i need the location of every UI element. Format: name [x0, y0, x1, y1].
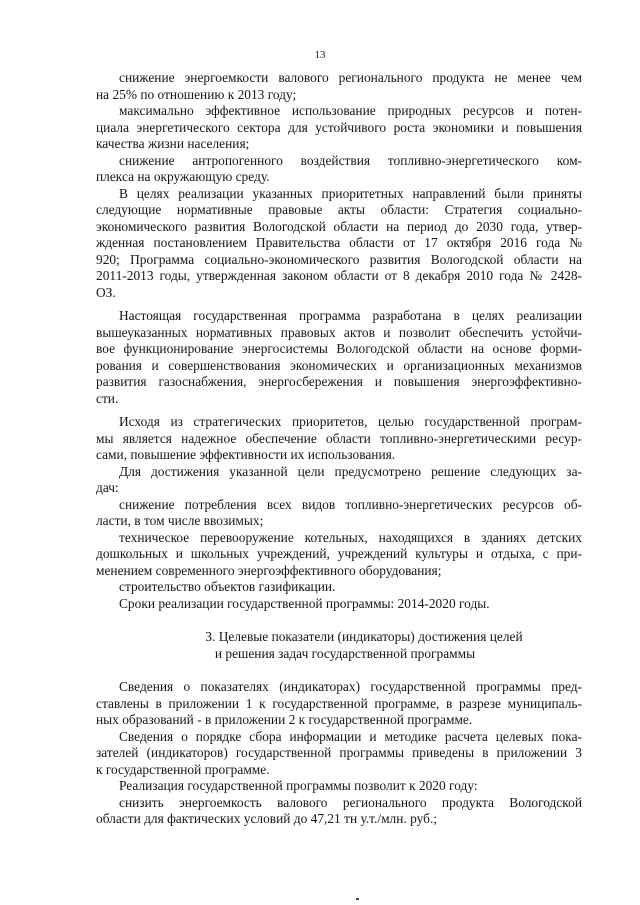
document-body	[96, 70, 582, 828]
paragraph-gap	[96, 301, 582, 308]
text-line: Настоящая государственная программа разработана в целях реализации	[119, 308, 582, 323]
scan-speck	[356, 898, 359, 900]
text-line: ласти, в том числе ввозимых;	[96, 513, 264, 528]
text-line: мы является надежное обеспечение области топливно-энергетическими ресур-	[96, 430, 582, 446]
text-line: жденная постановлением Правительства области от 17 октября 2016 года №	[96, 235, 582, 250]
section-gap	[96, 662, 582, 679]
text-line: вое функционирование энергосистемы Вологодской области на основе форми-	[96, 341, 582, 356]
text-line: снизить энергоемкость валового регионального продукта Вологодской	[119, 794, 582, 810]
text-line: циала энергетического сектора для устойчивого роста экономики и повышения	[96, 119, 582, 135]
text-line: ных образований - в приложении 2 к государственной программе.	[96, 712, 473, 727]
paragraph-block-indicators	[96, 679, 582, 828]
section-heading-line: и решения задач государственной программы	[214, 645, 476, 661]
paragraph-block-tasks	[96, 414, 582, 612]
text-line: снижение потребления всех видов топливно-энергетических ресурсов об-	[119, 496, 582, 512]
text-line: к государственной программе.	[96, 761, 270, 777]
text-line: дач:	[96, 480, 119, 495]
page-number: 13	[314, 49, 326, 61]
text-line: сами, повышение эффективности их использования.	[96, 447, 396, 462]
text-line: Для достижения указанной цели предусмотрено решение следующих за-	[119, 463, 582, 479]
text-line: Сведения о показателях (индикаторах) государственной программы пред-	[119, 679, 582, 694]
text-line: ОЗ.	[96, 284, 116, 300]
text-line: В целях реализации указанных приоритетных направлений были приняты	[119, 185, 582, 201]
text-line: менением современного энергоэффективного оборудования;	[96, 562, 442, 578]
paragraph-block-purpose	[96, 308, 582, 407]
paragraph-gap	[96, 407, 582, 414]
text-line: экономического развития Вологодской области на период до 2030 года, утвер-	[96, 218, 582, 234]
text-line: снижение антропогенного воздействия топливно-энергетического ком-	[119, 152, 582, 168]
text-line: Сроки реализации государственной программы: 2014-2020 годы.	[119, 595, 490, 611]
text-line: снижение энергоемкости валового регионального продукта не менее чем	[119, 70, 582, 85]
text-line: зателей (индикаторов) государственной программы приведены в приложении 3	[96, 745, 582, 760]
text-line: сти.	[96, 390, 119, 406]
text-line: техническое перевооружение котельных, находящихся в зданиях детских	[119, 529, 582, 545]
section-heading-line: 3. Целевые показатели (индикаторы) достижения целей	[205, 629, 523, 644]
text-line: вышеуказанных нормативных правовых актов и позволит обеспечить устойчи-	[96, 324, 582, 340]
text-line: дошкольных и школьных учреждений, учреждений культуры и отдыха, с при-	[96, 546, 582, 561]
text-line: 920; Программа социально-экономического развития Вологодской области на	[96, 251, 582, 267]
text-line: Исходя из стратегических приоритетов, целью государственной програм-	[119, 414, 582, 429]
text-line: на 25% по отношению к 2013 году;	[96, 86, 297, 102]
section-gap	[96, 612, 582, 629]
text-line: максимально эффективное использование природных ресурсов и потен-	[119, 103, 582, 118]
text-line: ставлены в приложении 1 к государственной программе, в разрезе муниципаль-	[96, 695, 582, 711]
text-line: Реализация государственной программы позволит к 2020 году:	[119, 778, 478, 793]
text-line: плекса на окружающую среду.	[96, 169, 270, 184]
text-line: строительство объектов газификации.	[119, 579, 336, 594]
section-heading	[96, 629, 582, 662]
text-line: рования и совершенствования экономических и организационных механизмов	[96, 357, 582, 373]
text-line: качества жизни населения;	[96, 136, 250, 151]
text-line: развития газоснабжения, энергосбережения и повышения энергоэффективно-	[96, 374, 582, 389]
text-line: следующие нормативные правовые акты области: Стратегия социально-	[96, 202, 582, 217]
text-line: Сведения о порядке сбора информации и методике расчета целевых пока-	[119, 728, 582, 744]
text-line: 2011-2013 годы, утвержденная законом области от 8 декабря 2010 года № 2428-	[96, 268, 582, 283]
paragraph-block-goals	[96, 70, 582, 301]
text-line: области для фактических условий до 47,21 тн у.т./млн. руб.;	[96, 811, 438, 826]
